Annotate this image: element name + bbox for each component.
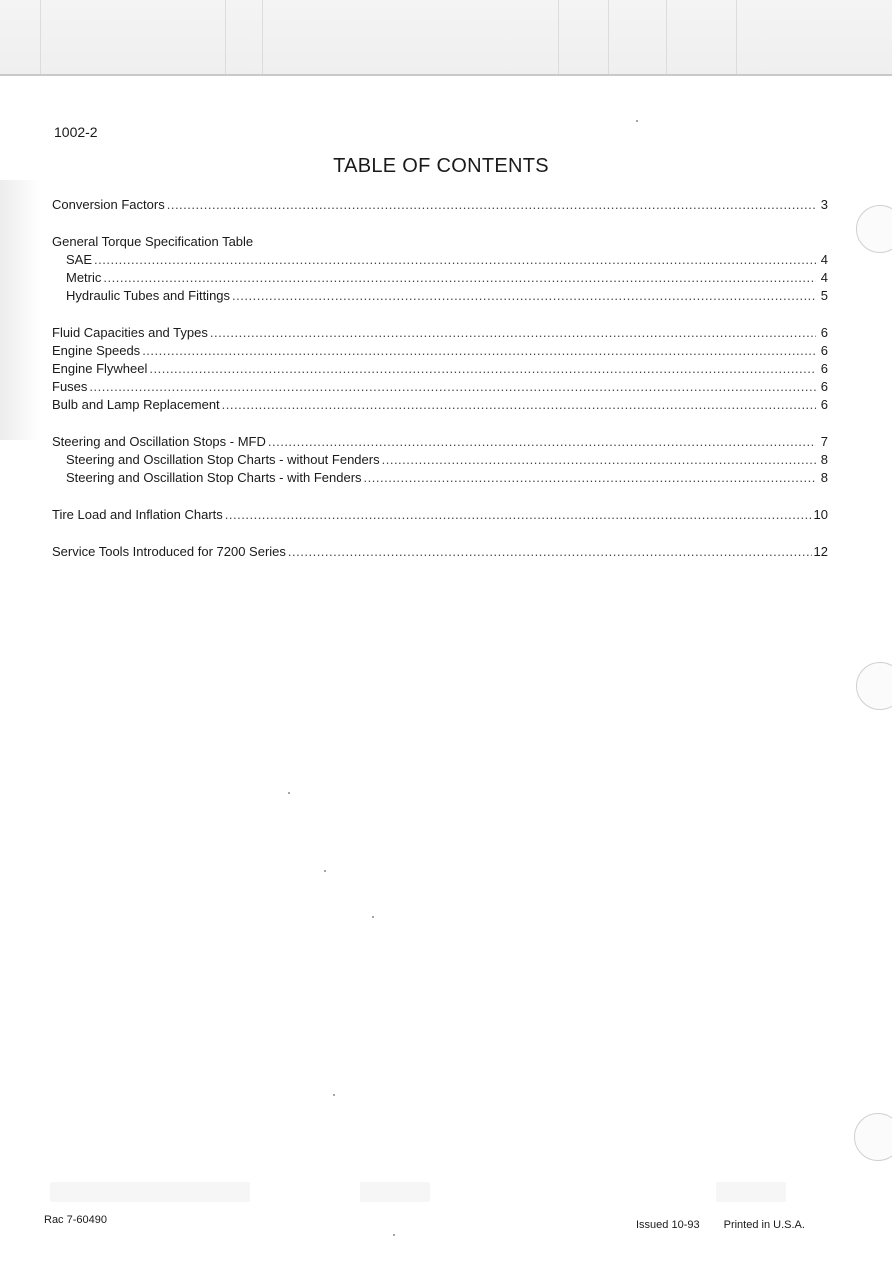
toc-label: General Torque Specification Table xyxy=(52,234,254,249)
toc-leader-dots xyxy=(94,251,816,269)
scan-speck xyxy=(324,870,326,872)
bleed-through-text xyxy=(50,1182,250,1202)
toc-label: Steering and Oscillation Stop Charts - with Fenders xyxy=(66,470,362,485)
toc-label: Hydraulic Tubes and Fittings xyxy=(66,288,231,303)
toc-entry-stop-charts-without-fenders[interactable] xyxy=(52,451,828,469)
toc-page: 6 xyxy=(820,361,828,376)
toc-leader-dots xyxy=(382,451,816,469)
scan-left-shadow xyxy=(0,180,40,440)
toc-leader-dots xyxy=(288,543,812,561)
toc-label: Tire Load and Inflation Charts xyxy=(52,507,223,522)
printed-location: Printed in U.S.A. xyxy=(723,1219,805,1231)
page-title: TABLE OF CONTENTS xyxy=(333,155,549,177)
scan-top-edge xyxy=(0,0,892,76)
punch-hole xyxy=(856,205,892,253)
toc-leader-dots xyxy=(225,506,812,524)
toc-leader-dots xyxy=(167,196,816,214)
toc-page: 6 xyxy=(820,325,828,340)
toc-label: Steering and Oscillation Stop Charts - without Fenders xyxy=(66,452,380,467)
toc-entry-tire-load[interactable] xyxy=(52,506,828,524)
toc-leader-dots xyxy=(89,378,816,396)
table-of-contents xyxy=(52,196,828,561)
toc-leader-dots xyxy=(210,324,816,342)
toc-heading-general-torque xyxy=(52,233,828,251)
toc-label: Metric xyxy=(66,270,102,285)
toc-leader-dots xyxy=(142,342,816,360)
toc-page: 12 xyxy=(813,544,828,559)
toc-entry-fluid-capacities[interactable] xyxy=(52,324,828,342)
toc-page: 3 xyxy=(820,197,828,212)
toc-entry-hydraulic-tubes[interactable] xyxy=(52,287,828,305)
toc-leader-dots xyxy=(103,269,816,287)
toc-label: Service Tools Introduced for 7200 Series xyxy=(52,544,286,559)
issued-date: Issued 10-93 xyxy=(636,1219,700,1231)
toc-entry-engine-speeds[interactable] xyxy=(52,342,828,360)
toc-label: Steering and Oscillation Stops - MFD xyxy=(52,434,266,449)
toc-label: Engine Flywheel xyxy=(52,361,148,376)
scan-streak xyxy=(262,0,263,74)
scan-speck xyxy=(372,916,374,918)
scan-speck xyxy=(393,1234,395,1236)
toc-leader-dots xyxy=(222,396,816,414)
toc-leader-dots xyxy=(232,287,816,305)
toc-page: 6 xyxy=(820,379,828,394)
toc-entry-service-tools[interactable] xyxy=(52,543,828,561)
scan-streak xyxy=(558,0,559,74)
toc-page: 7 xyxy=(820,434,828,449)
toc-page: 10 xyxy=(813,507,828,522)
toc-leader-dots xyxy=(149,360,816,378)
toc-entry-fuses[interactable] xyxy=(52,378,828,396)
punch-hole xyxy=(854,1113,892,1161)
scan-speck xyxy=(288,792,290,794)
footer-issue-info xyxy=(636,1219,805,1231)
page-number: 1002-2 xyxy=(54,124,98,140)
scan-speck xyxy=(333,1094,335,1096)
scan-streak xyxy=(736,0,737,74)
toc-label: Conversion Factors xyxy=(52,197,165,212)
toc-page: 6 xyxy=(820,343,828,358)
toc-page: 5 xyxy=(820,288,828,303)
toc-page: 4 xyxy=(820,252,828,267)
bleed-through-text xyxy=(716,1182,786,1202)
toc-entry-steering-stops[interactable] xyxy=(52,433,828,451)
toc-leader-dots xyxy=(268,433,816,451)
toc-page: 8 xyxy=(820,452,828,467)
punch-hole xyxy=(856,662,892,710)
toc-entry-metric[interactable] xyxy=(52,269,828,287)
scan-streak xyxy=(666,0,667,74)
document-code: Rac 7-60490 xyxy=(44,1214,107,1226)
toc-label: Bulb and Lamp Replacement xyxy=(52,397,220,412)
toc-entry-conversion-factors[interactable] xyxy=(52,196,828,214)
toc-label: SAE xyxy=(66,252,93,267)
toc-page: 4 xyxy=(820,270,828,285)
scan-streak xyxy=(225,0,226,74)
scan-streak xyxy=(608,0,609,74)
toc-page: 6 xyxy=(820,397,828,412)
toc-entry-stop-charts-with-fenders[interactable] xyxy=(52,469,828,487)
scan-streak xyxy=(40,0,41,74)
toc-leader-dots xyxy=(364,469,816,487)
toc-entry-bulb-lamp[interactable] xyxy=(52,396,828,414)
toc-entry-engine-flywheel[interactable] xyxy=(52,360,828,378)
scan-speck xyxy=(636,120,638,122)
toc-label: Engine Speeds xyxy=(52,343,141,358)
toc-page: 8 xyxy=(820,470,828,485)
toc-label: Fluid Capacities and Types xyxy=(52,325,208,340)
toc-label: Fuses xyxy=(52,379,88,394)
toc-entry-sae[interactable] xyxy=(52,251,828,269)
bleed-through-text xyxy=(360,1182,430,1202)
